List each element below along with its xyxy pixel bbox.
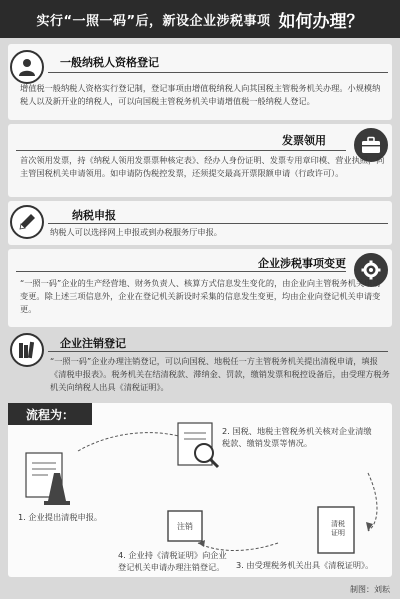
flow-label: 流程为： xyxy=(8,403,92,425)
flow-step-4: 4. 企业持《清税证明》向企业登记机关申请办理注销登记。 xyxy=(118,550,227,572)
section-title: 纳税申报 xyxy=(72,209,116,222)
person-icon xyxy=(10,50,44,84)
section-title: 发票领用 xyxy=(282,134,326,147)
section-body: 首次领用发票，持《纳税人领用发票票种核定表》、经办人身份证明、发票专用章印模、营业执照，向主管国税机关申请领用。如申请防伪税控发票，还须提交最高开票限额申请（行政许可）。 xyxy=(20,155,385,178)
flow-step-3: 3. 由受理税务机关出具《清税证明》。 xyxy=(236,560,374,570)
process-flow xyxy=(8,403,392,577)
section-body: “一照一码”企业的生产经营地、财务负责人、核算方式信息发生变化的，由企业向主管税务机关申请变更。除上述三项信息外，企业在登记机关新设时采集的信息发生变更，均由企业向登记机关申请变更。 xyxy=(20,278,381,314)
section-tax-declaration xyxy=(8,201,392,245)
header-title-emphasis: 如何办理？ xyxy=(278,11,364,32)
stamp-label: 注销 xyxy=(177,522,193,531)
page-header xyxy=(0,0,400,38)
document-pen-icon xyxy=(26,453,70,505)
section-deregistration xyxy=(8,331,392,399)
section-title: 企业涉税事项变更 xyxy=(258,257,346,270)
magnifier-icon xyxy=(178,423,218,467)
section-taxpayer-registration xyxy=(8,44,392,120)
section-body: “一照一码”企业办理注销登记，可以向国税、地税任一方主管税务机关提出清税申请，填报《清税申报表》。税务机关在结清税款、滞纳金、罚款，缴销发票和税控设备后，由受理方税务机关向纳税人出具《清税证明》。 xyxy=(50,356,390,392)
section-body: 纳税人可以选择网上申报或到办税服务厅申报。 xyxy=(50,227,222,237)
section-title: 企业注销登记 xyxy=(60,337,126,350)
image-credit: 制图：刘耘 xyxy=(350,585,390,594)
flow-step-1: 1. 企业提出清税申报。 xyxy=(18,512,103,522)
section-title: 一般纳税人资格登记 xyxy=(60,56,159,69)
pen-icon xyxy=(10,205,44,239)
section-body: 增值税一般纳税人资格实行登记制，登记事项由增值税纳税人向其国税主管税务机关办理。小规模纳税人以及新开业的纳税人，可以向国税主管税务机关申请增值税一般纳税人登记。 xyxy=(20,83,381,106)
books-icon xyxy=(10,333,44,367)
flow-step-2: 2. 国税、地税主管税务机关核对企业清缴税款、缴销发票等情况。 xyxy=(222,426,372,448)
certificate-label: 清税证明 xyxy=(331,520,345,537)
section-tax-item-change xyxy=(8,249,392,327)
section-invoice-collection xyxy=(8,124,392,197)
header-title: 实行“一照一码”后，新设企业涉税事项 xyxy=(36,13,271,29)
